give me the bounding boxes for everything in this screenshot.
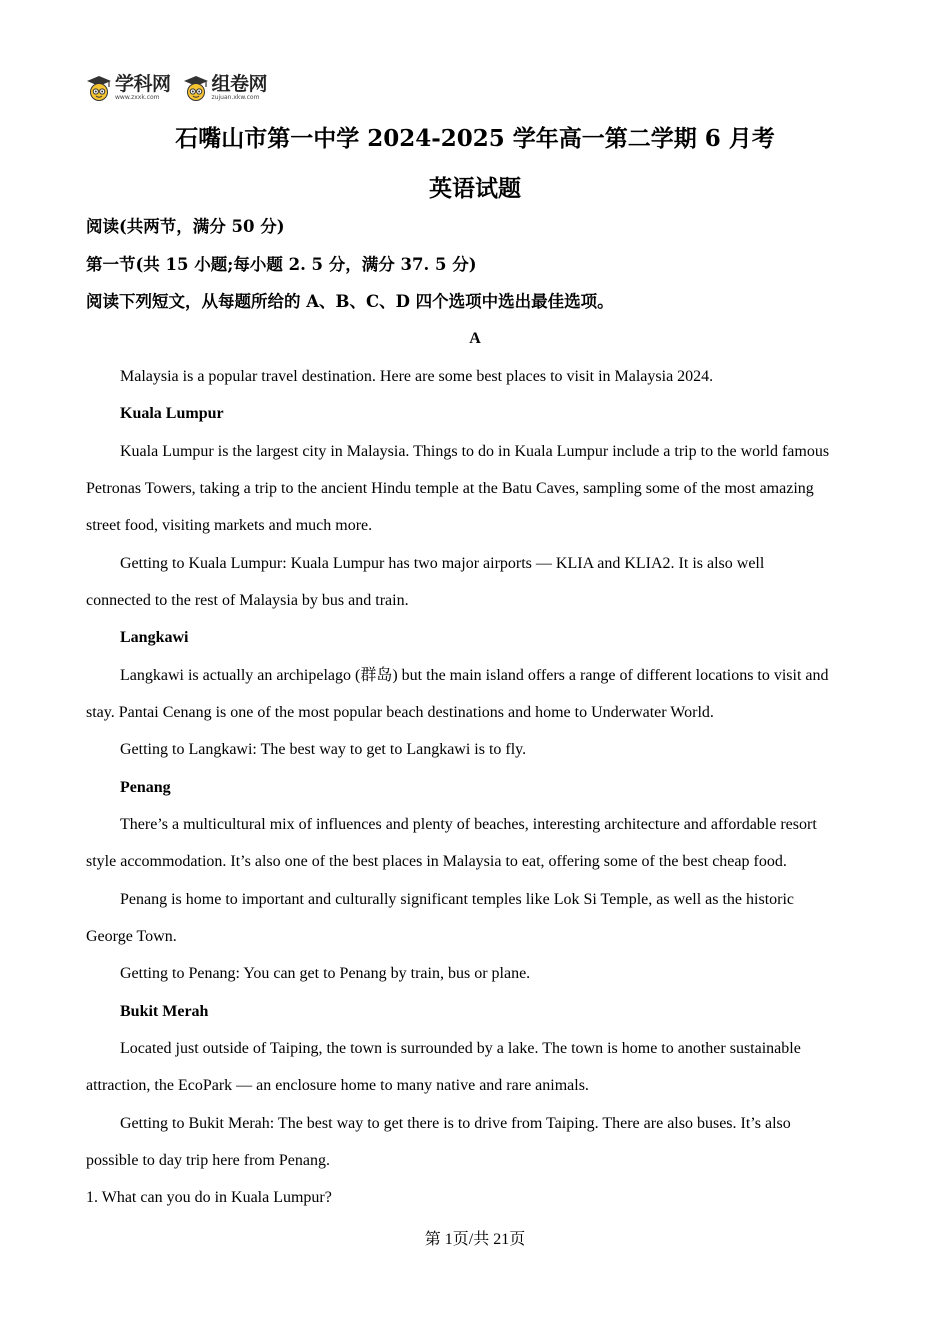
paragraph-line: Petronas Towers, taking a trip to the ancient Hindu temple at the Batu Caves, sampling some of the most amazing <box>86 480 814 497</box>
paragraph-line: Getting to Bukit Merah: The best way to get there is to drive from Taiping. There are also buses. It’s also <box>120 1115 791 1132</box>
instructions: 阅读下列短文，从每题所给的 A、B、C、D 四个选项中选出最佳选项。 <box>86 292 614 311</box>
paragraph-line: There’s a multicultural mix of influences and plenty of beaches, interesting architecture and affordable resort <box>120 816 817 833</box>
logo-name: 组卷网 <box>211 73 268 95</box>
graduate-cap-mascot-icon <box>183 74 209 102</box>
paragraph-line: style accommodation. It’s also one of the best places in Malaysia to eat, offering some of the best cheap food. <box>86 853 787 870</box>
paragraph-line: Langkawi is actually an archipelago (群岛) but the main island offers a range of different locations to visit and <box>120 667 829 684</box>
kuala-lumpur-heading: Kuala Lumpur <box>120 405 224 422</box>
logo-url: zujuan.xkw.com <box>211 94 260 101</box>
part-heading: 第一节(共 15 小题;每小题 2. 5 分，满分 37. 5 分) <box>86 255 477 274</box>
paragraph-line: George Town. <box>86 928 177 945</box>
paragraph-line: Getting to Langkawi: The best way to get to Langkawi is to fly. <box>120 741 527 758</box>
passage-intro: Malaysia is a popular travel destination. Here are some best places to visit in Malaysia 2024. <box>120 368 714 385</box>
paragraph-line: Getting to Kuala Lumpur: Kuala Lumpur has two major airports — KLIA and KLIA2. It is also well <box>120 555 765 572</box>
paragraph-line: Penang is home to important and culturally significant temples like Lok Si Temple, as well as the historic <box>120 891 795 908</box>
bukit-merah-heading: Bukit Merah <box>120 1003 209 1020</box>
section-heading: 阅读(共两节，满分 50 分) <box>86 217 285 236</box>
paragraph-line: attraction, the EcoPark — an enclosure home to many native and rare animals. <box>86 1077 589 1094</box>
penang-heading: Penang <box>120 779 171 796</box>
paragraph-line: possible to day trip here from Penang. <box>86 1152 330 1169</box>
logo-name: 学科网 <box>115 73 171 95</box>
xuekewang-logo <box>86 74 171 102</box>
page-footer: 第 1页/共 21页 <box>424 1231 526 1248</box>
graduate-cap-mascot-icon <box>86 74 112 102</box>
passage-letter: A <box>469 330 481 347</box>
question-1: 1. What can you do in Kuala Lumpur? <box>86 1189 332 1206</box>
paragraph-line: connected to the rest of Malaysia by bus and train. <box>86 592 409 609</box>
exam-subtitle: 英语试题 <box>429 175 521 202</box>
paragraph-line: Located just outside of Taiping, the town is surrounded by a lake. The town is home to another sustainable <box>120 1040 801 1057</box>
paragraph-line: Kuala Lumpur is the largest city in Malaysia. Things to do in Kuala Lumpur include a trip to the world famous <box>120 443 830 460</box>
exam-title: 石嘴山市第一中学 2024-2025 学年高一第二学期 6 月考 <box>175 125 775 152</box>
paragraph-line: stay. Pantai Cenang is one of the most popular beach destinations and home to Underwater World. <box>86 704 714 721</box>
header-logos <box>86 72 267 104</box>
langkawi-heading: Langkawi <box>120 629 189 646</box>
paragraph-line: Getting to Penang: You can get to Penang by train, bus or plane. <box>120 965 531 982</box>
paragraph-line: street food, visiting markets and much more. <box>86 517 373 534</box>
logo-url: www.zxxk.com <box>115 94 160 101</box>
zujuanwang-logo <box>183 74 268 102</box>
